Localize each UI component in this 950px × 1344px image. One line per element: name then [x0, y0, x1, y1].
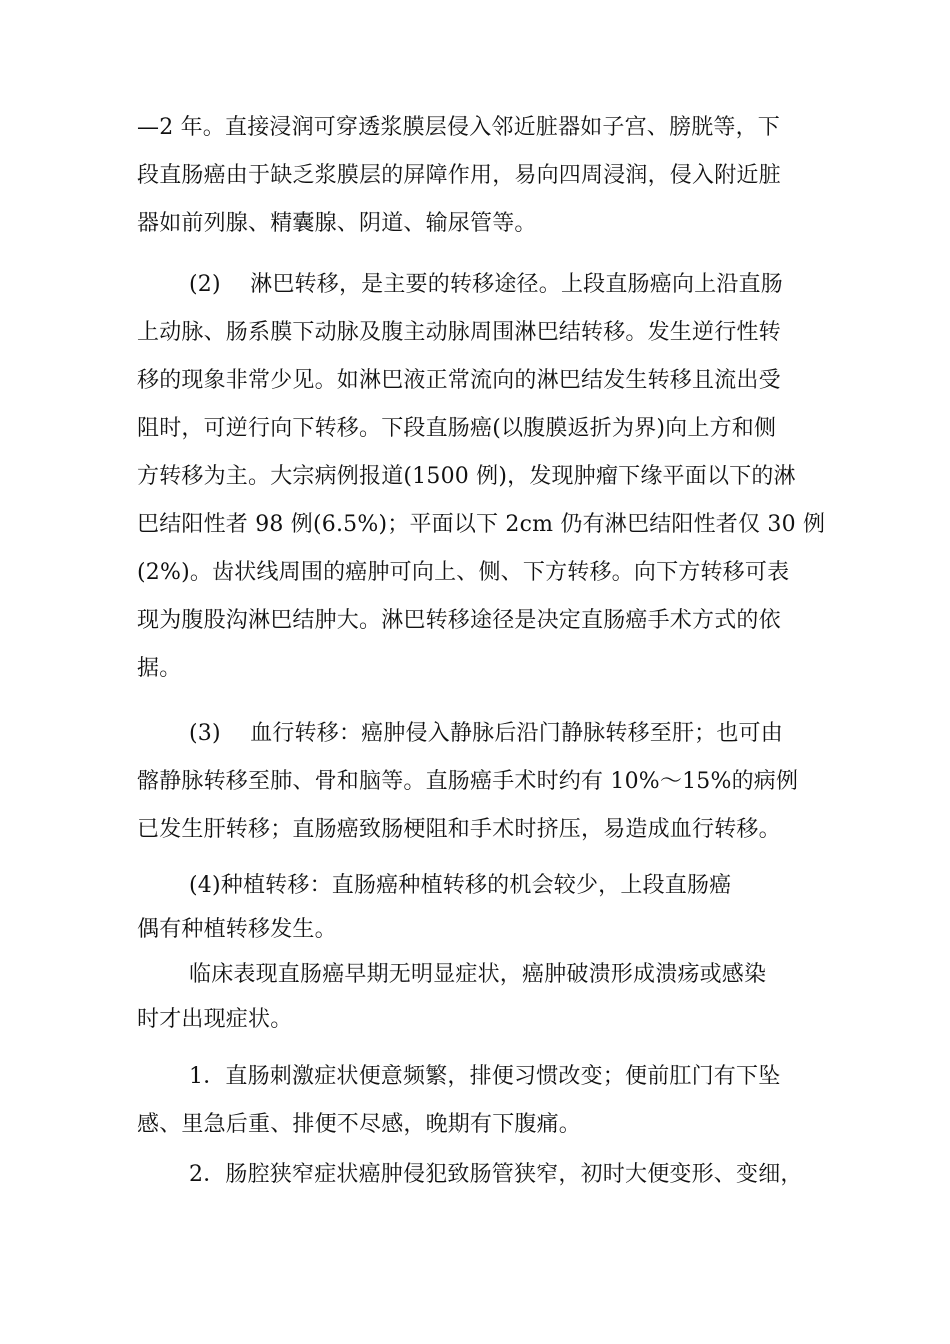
paragraph-lymphatic-metastasis [137, 261, 827, 693]
text-line: 髂静脉转移至肺、骨和脑等。直肠癌手术时约有 10%～15%的病例 [137, 769, 799, 794]
text-line: 时才出现症状。 [137, 1007, 293, 1032]
text-line: 段直肠癌由于缺乏浆膜层的屏障作用，易向四周浸润，侵入附近脏 [137, 163, 781, 188]
text-line: 上动脉、肠系膜下动脉及腹主动脉周围淋巴结转移。发生逆行性转 [137, 320, 781, 345]
text-line: —2 年。直接浸润可穿透浆膜层侵入邻近脏器如子宫、膀胱等，下 [137, 115, 780, 140]
text-line: 据。 [137, 656, 182, 681]
text-line: 现为腹股沟淋巴结肿大。淋巴转移途径是决定直肠癌手术方式的依 [137, 608, 781, 633]
text-line: 1．直肠刺激症状便意频繁，排便习惯改变；便前肛门有下坠 [189, 1064, 781, 1089]
text-line: 2．肠腔狭窄症状癌肿侵犯致肠管狭窄，初时大便变形、变细， [189, 1162, 803, 1187]
text-line: 方转移为主。大宗病例报道(1500 例)，发现肿瘤下缘平面以下的淋 [137, 464, 796, 489]
paragraph-direct-invasion [137, 104, 827, 248]
text-line: (4)种植转移：直肠癌种植转移的机会较少，上段直肠癌 [189, 873, 732, 898]
paragraph-rectal-irritation [137, 1053, 827, 1149]
paragraph-implantation-metastasis [137, 862, 827, 954]
text-line: 器如前列腺、精囊腺、阴道、输尿管等。 [137, 211, 537, 236]
paragraph-clinical-manifestation [137, 951, 827, 1044]
text-line: 巴结阳性者 98 例(6.5%)；平面以下 2cm 仍有淋巴结阳性者仅 30 例 [137, 512, 826, 537]
paragraph-hematogenous-metastasis [137, 710, 827, 854]
text-line: 临床表现直肠癌早期无明显症状，癌肿破溃形成溃疡或感染 [189, 962, 767, 987]
text-line: (2%)。齿状线周围的癌肿可向上、侧、下方转移。向下方转移可表 [137, 560, 790, 585]
text-line: 阻时，可逆行向下转移。下段直肠癌(以腹膜返折为界)向上方和侧 [137, 416, 777, 441]
text-line: 感、里急后重、排便不尽感，晚期有下腹痛。 [137, 1112, 582, 1137]
text-line: 移的现象非常少见。如淋巴液正常流向的淋巴结发生转移且流出受 [137, 368, 781, 393]
text-line: (2) 淋巴转移，是主要的转移途径。上段直肠癌向上沿直肠 [189, 272, 783, 297]
text-line: 偶有种植转移发生。 [137, 917, 337, 942]
paragraph-intestinal-stenosis [137, 1151, 827, 1199]
text-line: 已发生肝转移；直肠癌致肠梗阻和手术时挤压，易造成血行转移。 [137, 817, 781, 842]
text-line: (3) 血行转移：癌肿侵入静脉后沿门静脉转移至肝；也可由 [189, 721, 783, 746]
